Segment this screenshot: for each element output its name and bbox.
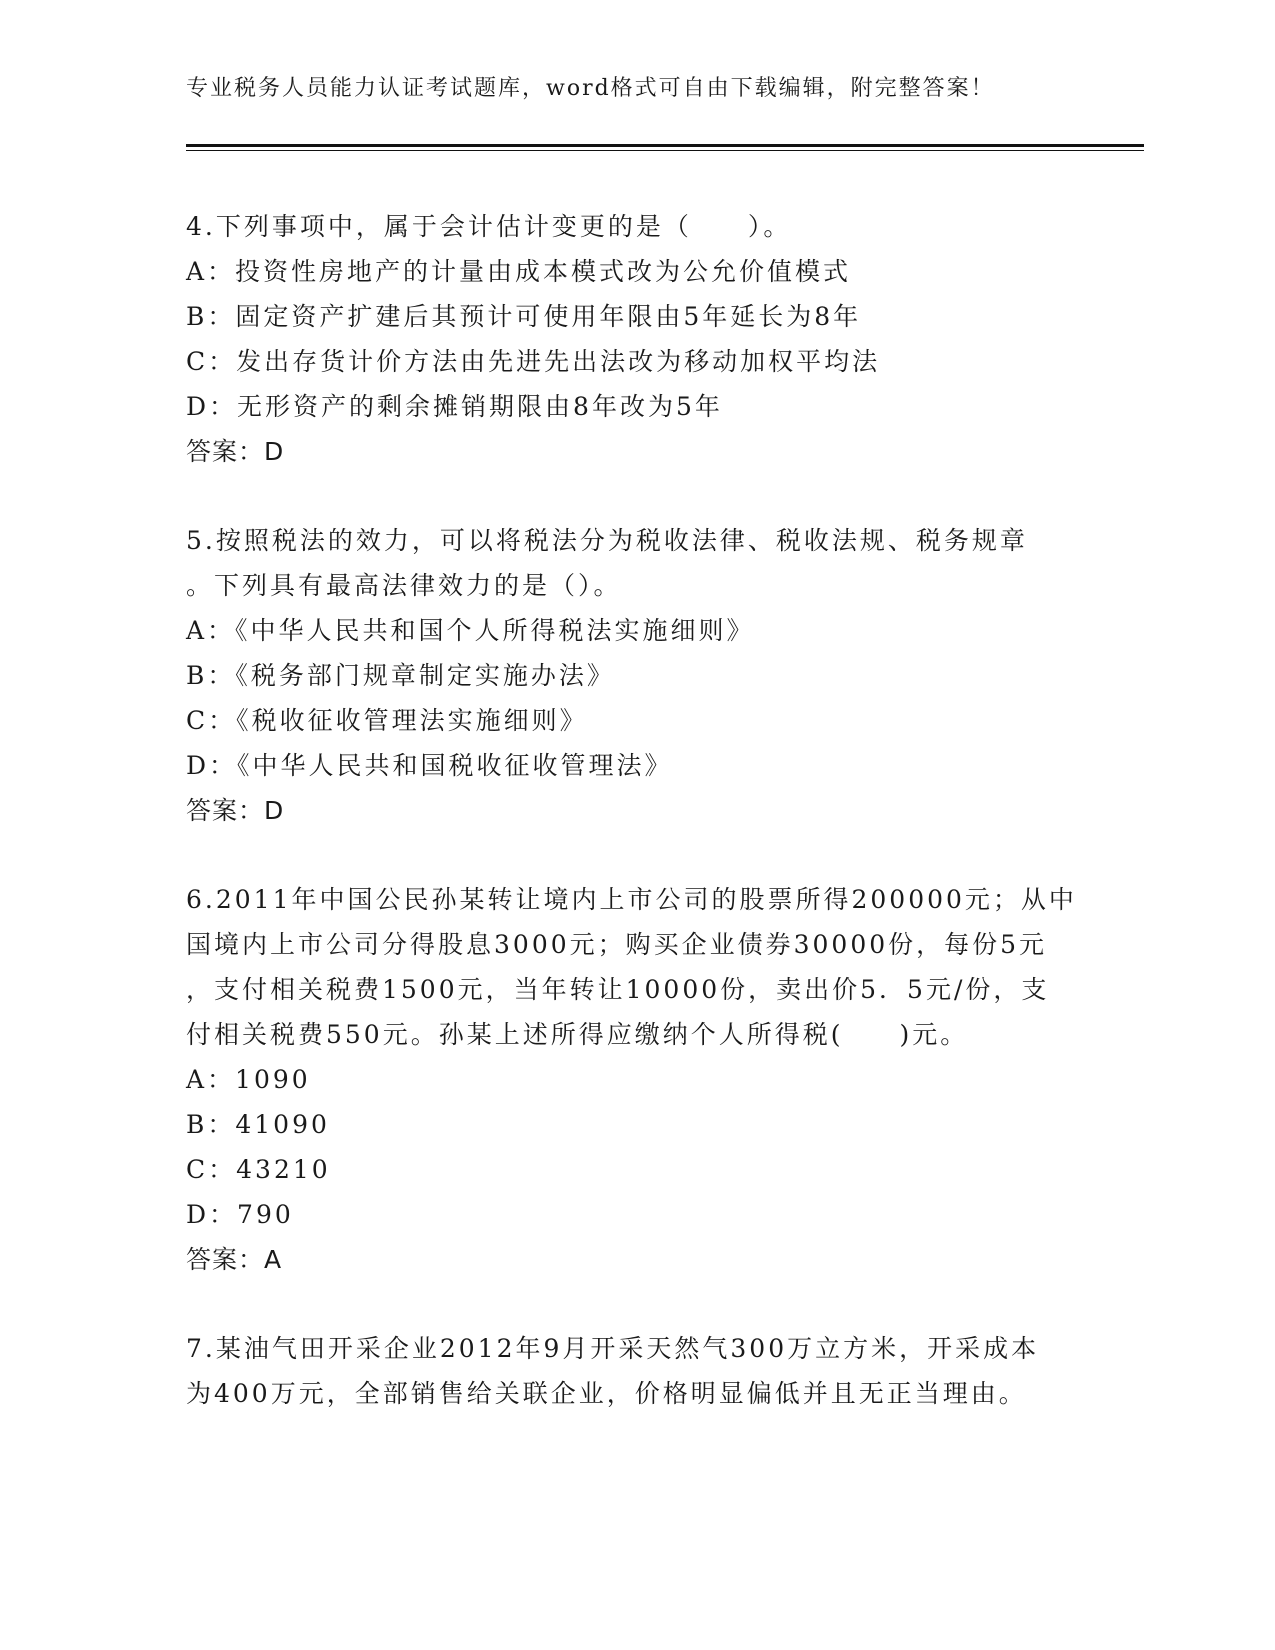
question-stem: 付相关税费550元。孙某上述所得应缴纳个人所得税( )元。: [186, 1020, 969, 1049]
question-6: [186, 877, 1086, 1282]
question-stem: 5.按照税法的效力，可以将税法分为税收法律、税收法规、税务规章: [186, 526, 1028, 555]
question-5: [186, 518, 1086, 833]
question-4: [186, 204, 1086, 474]
option-d: D：无形资产的剩余摊销期限由8年改为5年: [186, 392, 723, 421]
question-stem: 国境内上市公司分得股息3000元；购买企业债券30000份，每份5元: [186, 930, 1048, 959]
option-b: B：固定资产扩建后其预计可使用年限由5年延长为8年: [186, 302, 862, 331]
question-list: [186, 204, 1086, 1460]
question-stem: 4.下列事项中，属于会计估计变更的是（ ）。: [186, 212, 792, 241]
header-text: 专业税务人员能力认证考试题库，word格式可自由下载编辑，附完整答案！: [186, 76, 995, 101]
answer: 答案：A: [186, 1245, 283, 1274]
answer: 答案：D: [186, 796, 285, 825]
question-stem: 6.2011年中国公民孙某转让境内上市公司的股票所得200000元；从中: [186, 885, 1077, 914]
option-c: C：43210: [186, 1155, 331, 1184]
answer: 答案：D: [186, 437, 285, 466]
option-c: C：《税收征收管理法实施细则》: [186, 706, 588, 735]
option-b: B：《税务部门规章制定实施办法》: [186, 661, 615, 690]
option-a: A：《中华人民共和国个人所得税法实施细则》: [186, 616, 755, 645]
header-rule-thick: [186, 144, 1144, 147]
question-stem: 。下列具有最高法律效力的是（）。: [186, 571, 622, 600]
option-d: D：《中华人民共和国税收征收管理法》: [186, 751, 673, 780]
question-7: [186, 1326, 1086, 1416]
question-stem: ，支付相关税费1500元，当年转让10000份，卖出价5．5元/份，支: [186, 975, 1050, 1004]
option-d: D：790: [186, 1200, 294, 1229]
option-a: A：1090: [186, 1065, 311, 1094]
question-stem: 为400万元，全部销售给关联企业，价格明显偏低并且无正当理由。: [186, 1379, 1027, 1408]
header-rule-thin: [186, 150, 1144, 151]
option-a: A：投资性房地产的计量由成本模式改为公允价值模式: [186, 257, 852, 286]
option-b: B：41090: [186, 1110, 330, 1139]
option-c: C：发出存货计价方法由先进先出法改为移动加权平均法: [186, 347, 881, 376]
question-stem: 7.某油气田开采企业2012年9月开采天然气300万立方米，开采成本: [186, 1334, 1040, 1363]
